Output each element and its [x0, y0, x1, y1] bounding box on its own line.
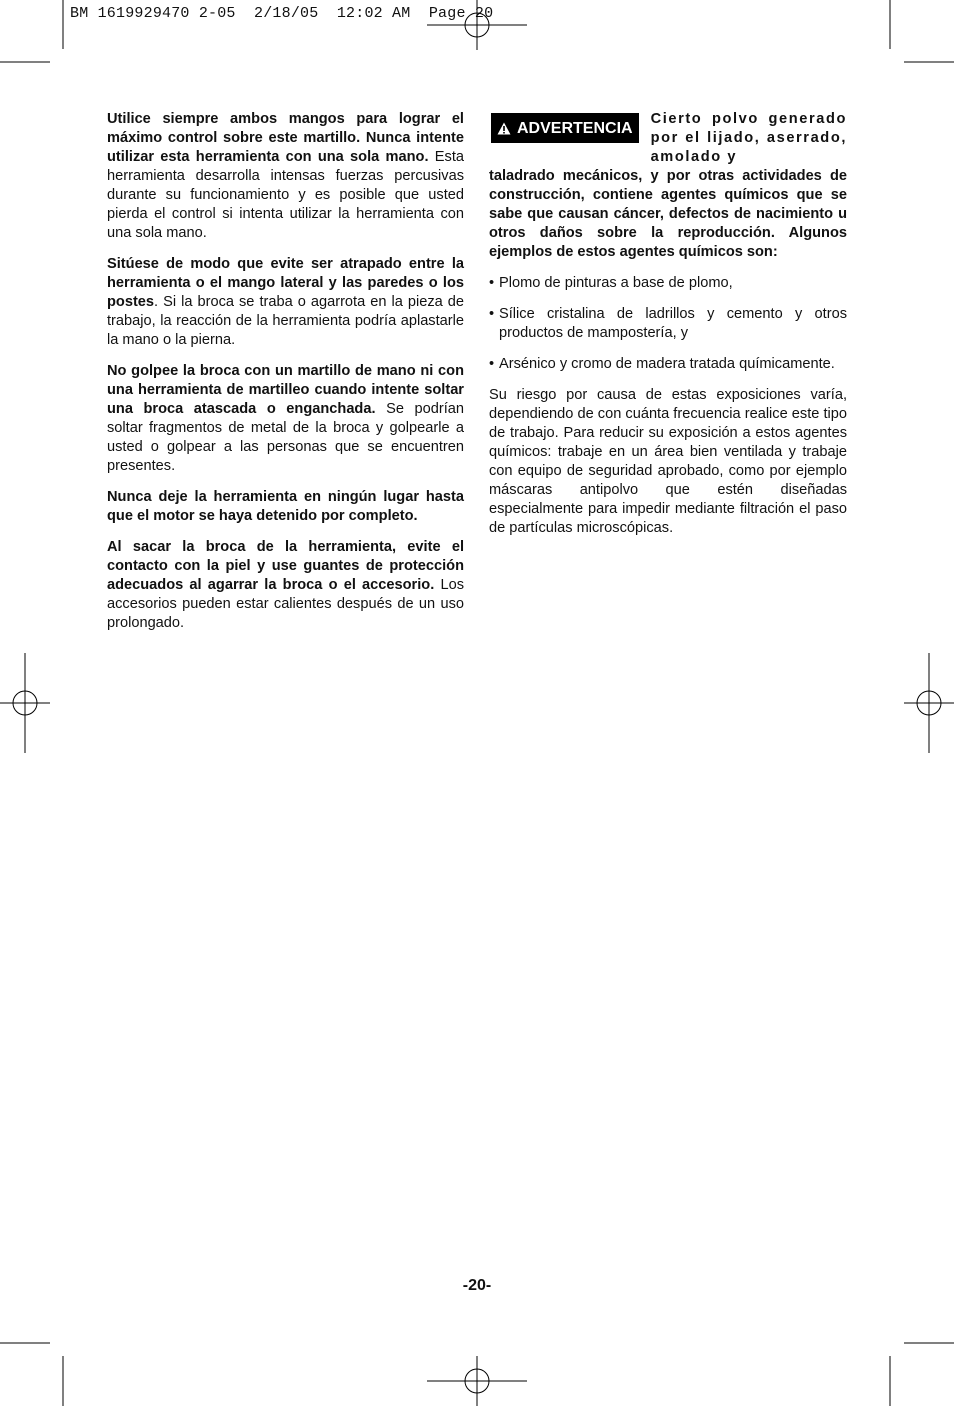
print-slug: BM 1619929470 2-05 2/18/05 12:02 AM Page 20 — [70, 5, 494, 22]
warning-intro: Cierto polvo generado por el lijado, aserrado, amolado y — [650, 111, 847, 165]
paragraph-stuck-bit — [107, 362, 464, 476]
list-item: • Arsénico y cromo de madera tratada químicamente. — [489, 356, 835, 372]
right-column — [489, 110, 847, 550]
body-text: Los accesorios pueden estar calientes después de un uso prolongado. — [107, 577, 464, 631]
list-item: • Plomo de pinturas a base de plomo, — [489, 275, 733, 291]
warning-triangle-icon — [497, 122, 511, 135]
closing-paragraph: Su riesgo por causa de estas exposiciones varía, dependiendo de con cuánta frecuencia realice este tipo de trabajo. Para reducir su exposición a estos agentes químicos: trabaje en un área bien ventilada y trabaje con equipo de seguridad aprobado, como por ejemplo máscaras antipolvo que estén diseñadas especialmente para impedir mediante filtración el paso de partículas microscópicas. — [489, 387, 847, 536]
bold-lead: Nunca deje la herramienta en ningún lugar hasta que el motor se haya detenido por completo. — [107, 489, 464, 524]
bold-lead: Utilice siempre ambos mangos para lograr el máximo control sobre este martillo. Nunca intente utilizar esta herramienta con una sola mano. — [107, 111, 464, 165]
list-item: • Sílice cristalina de ladrillos y cemento y otros productos de mampostería, y — [489, 306, 847, 341]
warning-badge — [491, 113, 639, 143]
warning-header — [489, 110, 847, 167]
paragraph-motor-stopped — [107, 488, 464, 526]
bold-lead: No golpee la broca con un martillo de mano ni con una herramienta de martilleo cuando intente soltar una broca atascada o enganchada. — [107, 363, 464, 417]
body-text: Se podrían soltar fragmentos de metal de la broca y golpearle a usted o golpear a las personas que se encuentren presentes. — [107, 401, 464, 474]
warning-badge-label: ADVERTENCIA — [517, 119, 633, 137]
left-column — [107, 110, 464, 645]
body-text: . Si la broca se traba o agarrota en la pieza de trabajo, la reacción de la herramienta podría aplastarle la mano o la pierna. — [107, 294, 464, 348]
paragraph-positioning — [107, 255, 464, 350]
bold-lead: Sitúese de modo que evite ser atrapado entre la herramienta o el mango lateral y las paredes o los postes — [107, 256, 464, 310]
body-text: Esta herramienta desarrolla intensas fuerzas percusivas durante su funcionamiento y es posible que usted pierda el control si intenta utilizar la herramienta con una sola mano. — [107, 149, 464, 241]
bold-lead: Al sacar la broca de la herramienta, evite el contacto con la piel y use guantes de protección adecuados al agarrar la broca o el accesorio. — [107, 539, 464, 593]
paragraph-both-handles — [107, 110, 464, 243]
warning-text: taladrado mecánicos, y por otras actividades de construcción, contiene agentes químicos que se sabe que causan cáncer, defectos de nacimiento u otros daños sobre la reproducción. Algunos ejemplos de estos agentes químicos son: — [489, 168, 847, 260]
paragraph-remove-bit — [107, 538, 464, 633]
page-number: -20- — [462, 1277, 492, 1294]
